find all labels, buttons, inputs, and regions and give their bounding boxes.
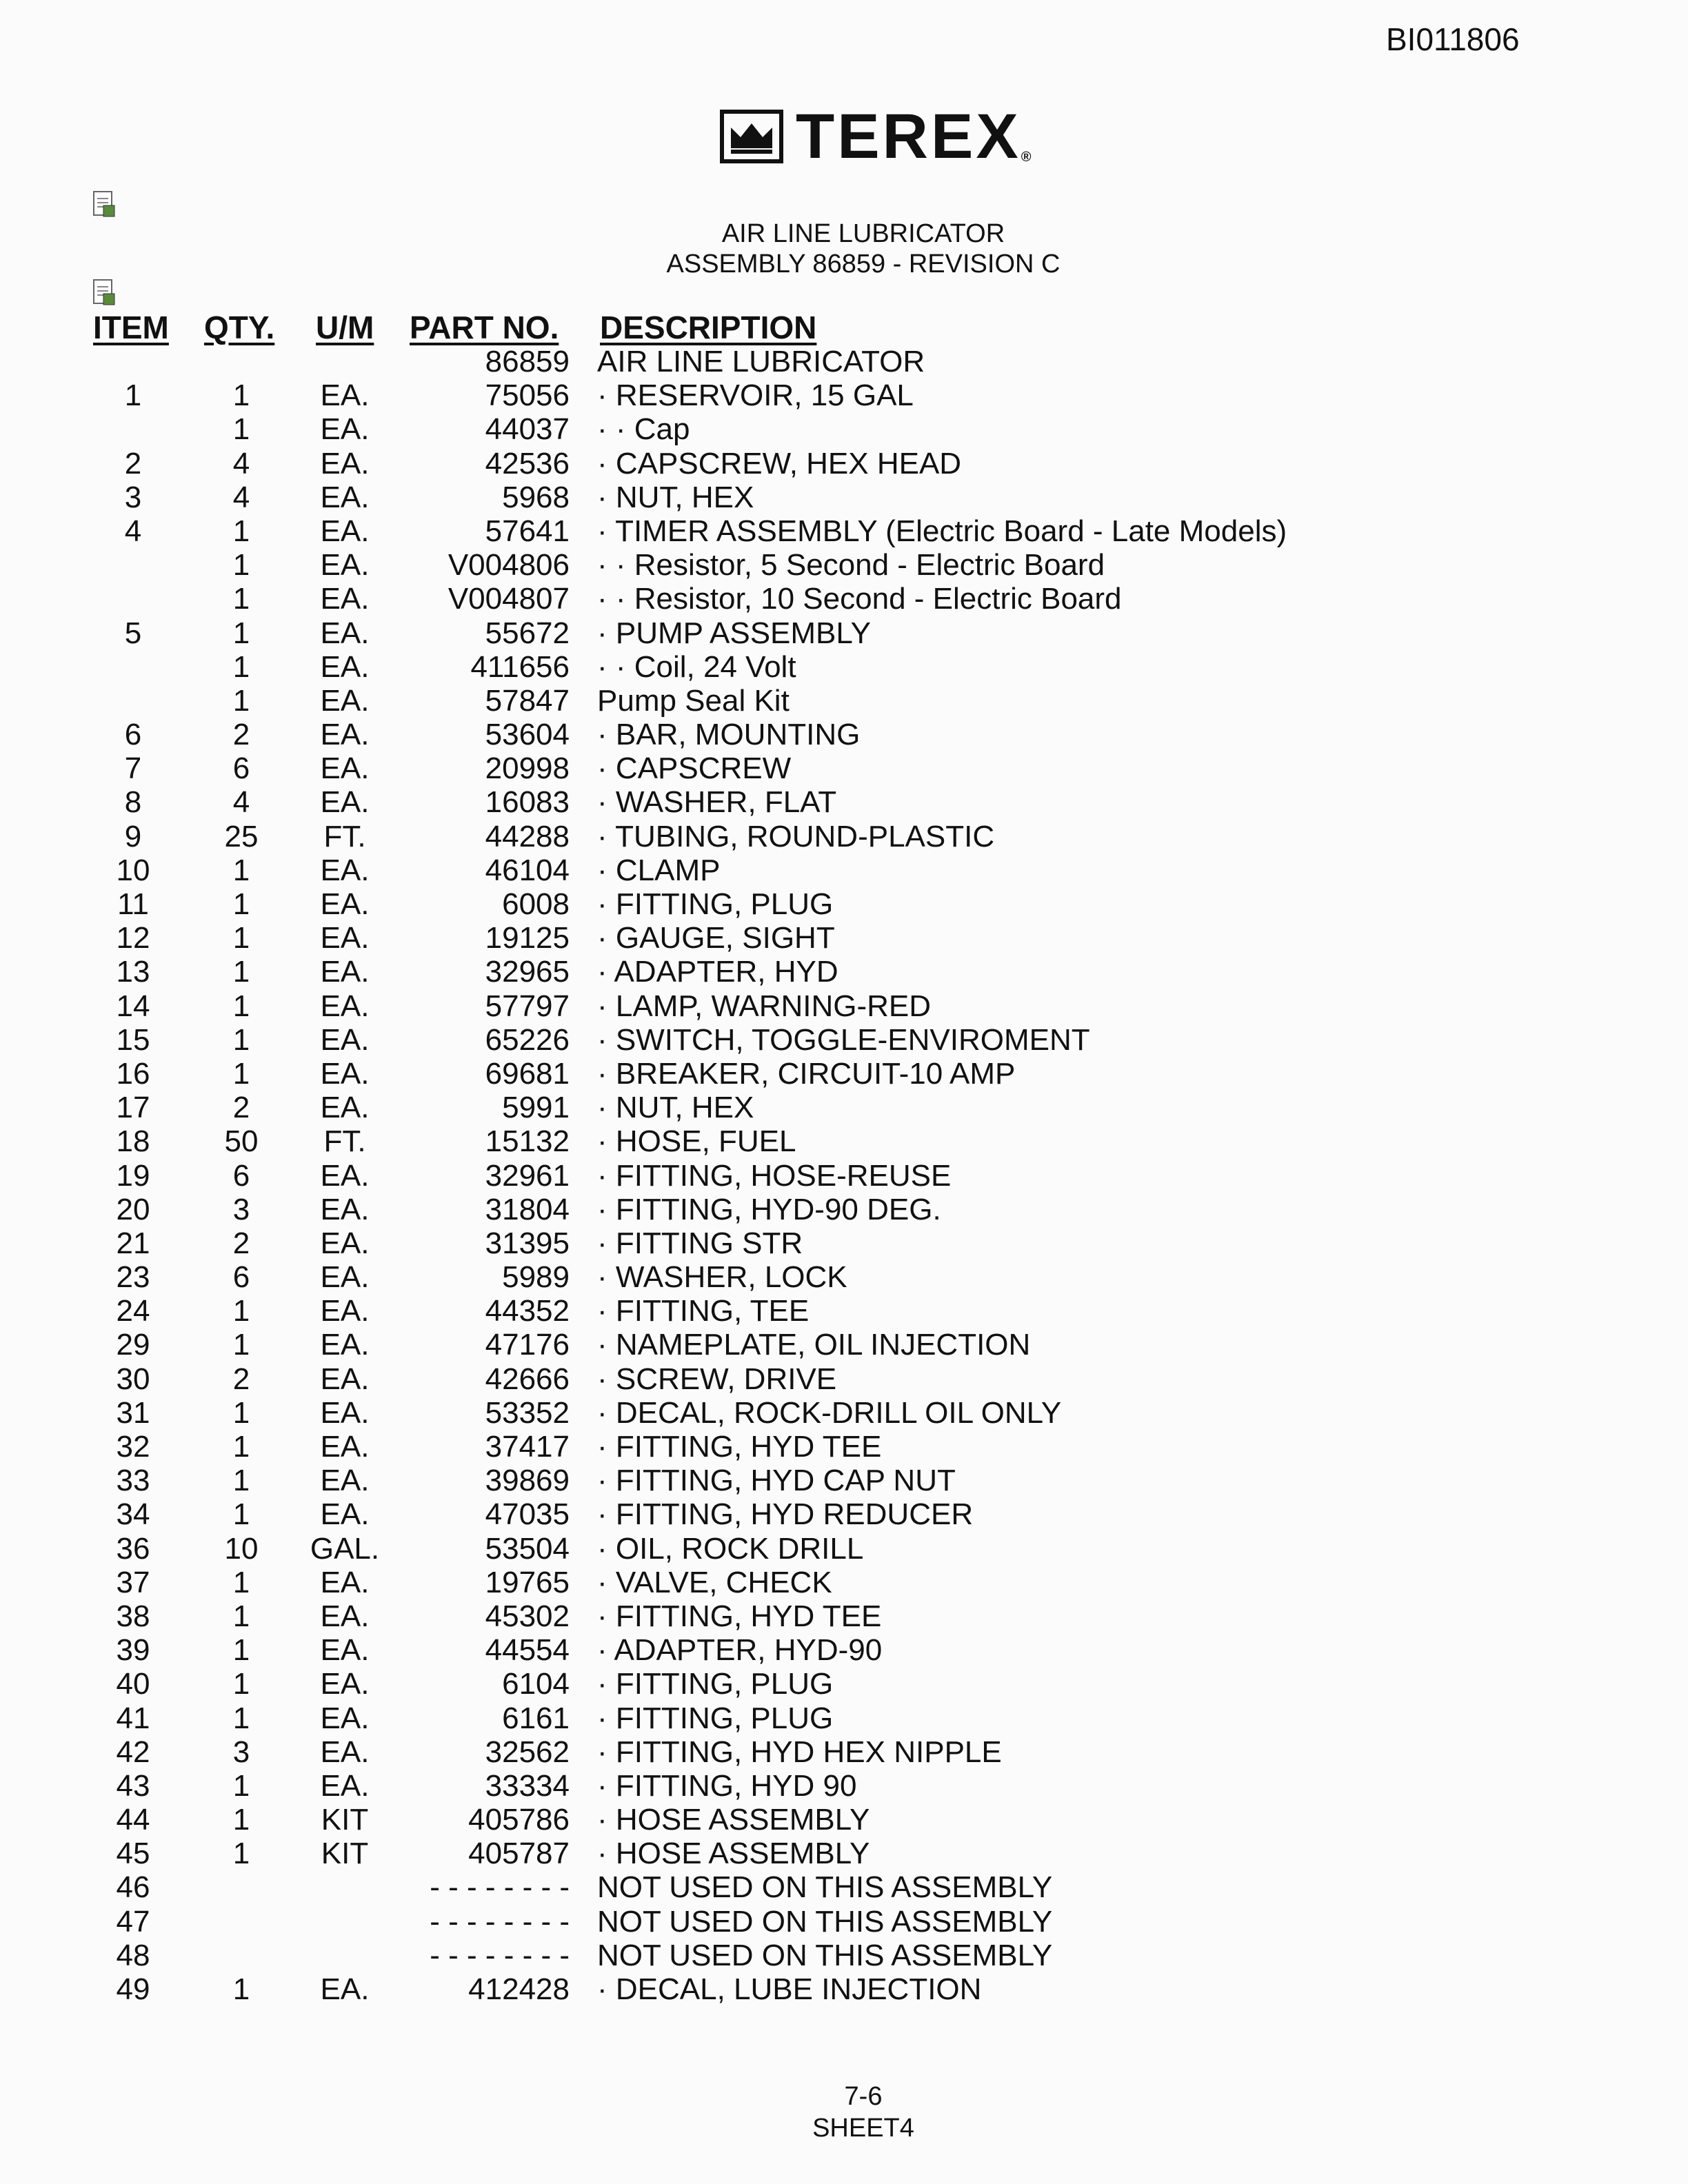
cell-um: FT. [323, 819, 366, 853]
cell-description: · DECAL, LUBE INJECTION [597, 1972, 982, 2006]
cell-qty: 1 [232, 1972, 250, 2006]
cell-item: 36 [116, 1531, 150, 1566]
cell-description: · LAMP, WARNING-RED [597, 989, 932, 1023]
cell-um: EA. [320, 1464, 370, 1498]
cell-description: · HOSE ASSEMBLY [597, 1803, 870, 1837]
cell-part-no: V004806 [448, 548, 570, 583]
cell-um: EA. [320, 1667, 370, 1701]
cell-description: · · Resistor, 10 Second - Electric Board [597, 582, 1122, 616]
cell-item: 15 [116, 1022, 150, 1057]
table-row [0, 1396, 1688, 1430]
cell-um: EA. [320, 1701, 370, 1735]
cell-um: EA. [320, 1226, 370, 1260]
table-row [0, 1667, 1688, 1701]
cell-part-no: 47176 [485, 1328, 570, 1362]
cell-um: EA. [320, 887, 370, 921]
cell-qty: 1 [232, 582, 250, 616]
cell-um: EA. [320, 1158, 370, 1193]
table-row [0, 1260, 1688, 1294]
table-row [0, 1566, 1688, 1599]
document-code: BI011806 [1386, 21, 1520, 57]
cell-qty: 1 [232, 1022, 250, 1057]
cell-um: EA. [320, 1294, 370, 1328]
cell-description: NOT USED ON THIS ASSEMBLY [597, 1938, 1053, 1972]
cell-um: EA. [320, 1565, 370, 1599]
cell-qty: 1 [232, 412, 250, 447]
cell-qty: 1 [232, 1768, 250, 1803]
cell-item: 41 [116, 1701, 150, 1735]
table-row [0, 1091, 1688, 1124]
table-row [0, 1430, 1688, 1464]
cell-qty: 50 [224, 1124, 259, 1159]
cell-part-no: 20998 [485, 751, 570, 786]
cell-description: · SWITCH, TOGGLE-ENVIROMENT [597, 1022, 1090, 1057]
cell-description: NOT USED ON THIS ASSEMBLY [597, 1870, 1053, 1905]
table-row [0, 378, 1688, 412]
parts-table [0, 345, 1688, 2006]
cell-um: EA. [320, 1395, 370, 1430]
cell-description: · ADAPTER, HYD-90 [597, 1633, 883, 1668]
cell-part-no: 31804 [485, 1192, 570, 1226]
cell-description: · CAPSCREW, HEX HEAD [597, 446, 962, 481]
table-row [0, 1735, 1688, 1769]
cell-part-no: 55672 [485, 616, 570, 650]
header-description: DESCRIPTION [600, 310, 817, 345]
cell-item: 29 [116, 1328, 150, 1362]
cell-um: EA. [320, 718, 370, 752]
cell-qty: 25 [224, 819, 259, 853]
cell-part-no: 31395 [485, 1226, 570, 1260]
cell-part-no: 6104 [502, 1667, 570, 1701]
cell-qty: 2 [232, 1362, 250, 1396]
cell-qty: 2 [232, 1091, 250, 1125]
assembly-revision: ASSEMBLY 86859 - REVISION C [666, 250, 1061, 279]
cell-part-no: 42666 [485, 1362, 570, 1396]
table-row [0, 1633, 1688, 1667]
cell-qty: 1 [232, 1430, 250, 1464]
table-row [0, 785, 1688, 819]
cell-item: 13 [116, 955, 150, 989]
cell-part-no: 33334 [485, 1768, 570, 1803]
cell-um: KIT [321, 1803, 369, 1837]
cell-description: · NUT, HEX [597, 1091, 754, 1125]
table-row [0, 1803, 1688, 1837]
cell-description: · HOSE ASSEMBLY [597, 1837, 870, 1871]
cell-description: · PUMP ASSEMBLY [597, 616, 871, 650]
table-row [0, 887, 1688, 921]
cell-item: 14 [116, 989, 150, 1023]
header-um: U/M [316, 310, 374, 345]
table-row [0, 1124, 1688, 1158]
cell-um: KIT [321, 1837, 369, 1871]
table-row [0, 1905, 1688, 1939]
cell-qty: 1 [232, 548, 250, 583]
cell-um: EA. [320, 514, 370, 548]
cell-part-no: 57797 [485, 989, 570, 1023]
cell-item: 45 [116, 1837, 150, 1871]
cell-um: EA. [320, 1768, 370, 1803]
header-part-no: PART NO. [410, 310, 559, 345]
cell-part-no: - - - - - - - - [430, 1904, 570, 1939]
table-row [0, 1328, 1688, 1362]
cell-um: EA. [320, 446, 370, 481]
cell-item: 21 [116, 1226, 150, 1260]
cell-part-no: 405787 [468, 1837, 570, 1871]
cell-um: EA. [320, 853, 370, 887]
cell-part-no: V004807 [448, 582, 570, 616]
cell-description: · GAUGE, SIGHT [597, 921, 835, 956]
cell-item: 38 [116, 1599, 150, 1633]
cell-item: 33 [116, 1464, 150, 1498]
cell-part-no: 53504 [485, 1531, 570, 1566]
cell-item: 19 [116, 1158, 150, 1193]
cell-part-no: 37417 [485, 1430, 570, 1464]
cell-item: 16 [116, 1056, 150, 1091]
cell-item: 7 [124, 751, 142, 786]
cell-um: FT. [323, 1124, 366, 1159]
cell-description: · OIL, ROCK DRILL [597, 1531, 864, 1566]
cell-part-no: 57641 [485, 514, 570, 548]
cell-qty: 1 [232, 616, 250, 650]
cell-um: EA. [320, 480, 370, 514]
cell-description: · HOSE, FUEL [597, 1124, 796, 1159]
table-row [0, 1226, 1688, 1260]
cell-um: EA. [320, 785, 370, 820]
cell-um: EA. [320, 1056, 370, 1091]
cell-description: · NAMEPLATE, OIL INJECTION [597, 1328, 1031, 1362]
cell-description: · FITTING, HYD-90 DEG. [597, 1192, 941, 1226]
cell-um: EA. [320, 1972, 370, 2006]
cell-description: · CLAMP [597, 853, 721, 887]
cell-part-no: 75056 [485, 378, 570, 413]
cell-item: 11 [117, 887, 149, 921]
cell-description: · TIMER ASSEMBLY (Electric Board - Late Models) [597, 514, 1287, 548]
cell-item: 43 [116, 1768, 150, 1803]
table-row [0, 718, 1688, 751]
cell-qty: 3 [232, 1735, 250, 1769]
table-row [0, 1362, 1688, 1396]
cell-qty: 1 [232, 955, 250, 989]
cell-item: 20 [116, 1192, 150, 1226]
cell-qty: 10 [224, 1531, 259, 1566]
cell-qty: 1 [232, 514, 250, 548]
table-row [0, 1972, 1688, 2006]
cell-qty: 6 [232, 751, 250, 786]
cell-description: · · Coil, 24 Volt [597, 649, 796, 684]
cell-part-no: 15132 [485, 1124, 570, 1159]
cell-qty: 4 [232, 785, 250, 820]
cell-qty: 4 [232, 480, 250, 514]
cell-qty: 1 [232, 1497, 250, 1532]
cell-um: EA. [320, 1091, 370, 1125]
cell-description: · WASHER, FLAT [597, 785, 837, 820]
table-row [0, 1497, 1688, 1531]
cell-part-no: 32961 [485, 1158, 570, 1193]
cell-um: EA. [320, 1735, 370, 1769]
cell-description: · · Resistor, 5 Second - Electric Board [597, 548, 1105, 583]
cell-um: GAL. [310, 1531, 380, 1566]
table-row [0, 1464, 1688, 1497]
cell-description: · VALVE, CHECK [597, 1565, 832, 1599]
logo-wordmark: TEREX [796, 101, 1021, 172]
table-row [0, 1837, 1688, 1870]
crown-emblem-icon [720, 110, 783, 163]
cell-part-no: 47035 [485, 1497, 570, 1532]
table-row [0, 1023, 1688, 1057]
cell-part-no: 16083 [485, 785, 570, 820]
sheet-label: SHEET4 [812, 2114, 914, 2143]
cell-description: · SCREW, DRIVE [597, 1362, 837, 1396]
table-row [0, 514, 1688, 548]
cell-part-no: 412428 [468, 1972, 570, 2006]
cell-item: 23 [116, 1260, 150, 1295]
cell-item: 1 [124, 378, 142, 413]
cell-qty: 1 [232, 1701, 250, 1735]
cell-part-no: - - - - - - - - [430, 1938, 570, 1972]
registered-mark: ® [1021, 150, 1032, 165]
cell-part-no: 69681 [485, 1056, 570, 1091]
cell-description: · DECAL, ROCK-DRILL OIL ONLY [597, 1395, 1062, 1430]
cell-qty: 6 [232, 1260, 250, 1295]
cell-part-no: - - - - - - - - [430, 1870, 570, 1905]
table-row [0, 989, 1688, 1023]
cell-description: · · Cap [597, 412, 690, 447]
cell-qty: 6 [232, 1158, 250, 1193]
table-row [0, 684, 1688, 718]
cell-part-no: 44352 [485, 1294, 570, 1328]
cell-um: EA. [320, 1362, 370, 1396]
cell-part-no: 32965 [485, 955, 570, 989]
cell-item: 40 [116, 1667, 150, 1701]
cell-qty: 1 [232, 853, 250, 887]
cell-description: · FITTING, PLUG [597, 1667, 834, 1701]
table-row [0, 751, 1688, 785]
cell-description: NOT USED ON THIS ASSEMBLY [597, 1904, 1053, 1939]
cell-um: EA. [320, 1328, 370, 1362]
cell-qty: 4 [232, 446, 250, 481]
table-row [0, 1057, 1688, 1091]
cell-qty: 1 [232, 1328, 250, 1362]
cell-qty: 1 [232, 1395, 250, 1430]
cell-part-no: 405786 [468, 1803, 570, 1837]
cell-um: EA. [320, 1430, 370, 1464]
cell-description: · FITTING STR [597, 1226, 803, 1260]
cell-item: 4 [124, 514, 142, 548]
cell-item: 9 [124, 819, 142, 853]
cell-item: 30 [116, 1362, 150, 1396]
cell-qty: 2 [232, 1226, 250, 1260]
cell-item: 49 [116, 1972, 150, 2006]
cell-um: EA. [320, 616, 370, 650]
cell-qty: 1 [232, 649, 250, 684]
cell-description: · RESERVOIR, 15 GAL [597, 378, 914, 413]
cell-description: · BREAKER, CIRCUIT-10 AMP [597, 1056, 1016, 1091]
embedded-file-icon[interactable] [92, 279, 116, 306]
cell-item: 17 [116, 1091, 150, 1125]
cell-description: · FITTING, HYD TEE [597, 1599, 882, 1633]
embedded-file-icon[interactable] [92, 190, 116, 218]
cell-part-no: 44554 [485, 1633, 570, 1668]
cell-part-no: 86859 [485, 345, 570, 378]
cell-description: · FITTING, HYD TEE [597, 1430, 882, 1464]
cell-um: EA. [320, 1022, 370, 1057]
cell-part-no: 42536 [485, 446, 570, 481]
cell-item: 34 [116, 1497, 150, 1532]
terex-logo [720, 101, 1032, 172]
table-row [0, 548, 1688, 582]
cell-um: EA. [320, 548, 370, 583]
cell-qty: 1 [232, 921, 250, 956]
table-row [0, 1701, 1688, 1735]
cell-item: 42 [116, 1735, 150, 1769]
cell-qty: 1 [232, 1803, 250, 1837]
cell-um: EA. [320, 751, 370, 786]
cell-item: 39 [116, 1633, 150, 1668]
cell-part-no: 53604 [485, 718, 570, 752]
table-row [0, 820, 1688, 853]
table-row [0, 1159, 1688, 1193]
table-row [0, 1532, 1688, 1566]
cell-item: 3 [124, 480, 142, 514]
cell-item: 48 [116, 1938, 150, 1972]
table-row [0, 481, 1688, 514]
table-row [0, 412, 1688, 446]
cell-description: · NUT, HEX [597, 480, 754, 514]
cell-description: AIR LINE LUBRICATOR [597, 345, 925, 378]
cell-um: EA. [320, 378, 370, 413]
table-row [0, 447, 1688, 481]
cell-qty: 1 [232, 1599, 250, 1633]
cell-qty: 1 [232, 378, 250, 413]
cell-description: · FITTING, HYD 90 [597, 1768, 857, 1803]
cell-um: EA. [320, 1260, 370, 1295]
cell-item: 46 [116, 1870, 150, 1905]
cell-item: 37 [116, 1565, 150, 1599]
cell-qty: 1 [232, 1565, 250, 1599]
cell-part-no: 53352 [485, 1395, 570, 1430]
cell-description: · TUBING, ROUND-PLASTIC [597, 819, 995, 853]
cell-um: EA. [320, 582, 370, 616]
table-row [0, 650, 1688, 684]
cell-description: · FITTING, HYD HEX NIPPLE [597, 1735, 1002, 1769]
cell-part-no: 44288 [485, 819, 570, 853]
cell-item: 10 [116, 853, 150, 887]
cell-qty: 1 [232, 1056, 250, 1091]
cell-um: EA. [320, 1192, 370, 1226]
cell-description: · BAR, MOUNTING [597, 718, 861, 752]
cell-um: EA. [320, 955, 370, 989]
header-item: ITEM [93, 310, 169, 345]
cell-um: EA. [320, 1633, 370, 1668]
cell-item: 47 [116, 1904, 150, 1939]
cell-qty: 1 [232, 1464, 250, 1498]
cell-item: 44 [116, 1803, 150, 1837]
cell-qty: 1 [232, 1837, 250, 1871]
table-row [0, 955, 1688, 989]
cell-part-no: 32562 [485, 1735, 570, 1769]
cell-description: · CAPSCREW [597, 751, 792, 786]
cell-part-no: 19765 [485, 1565, 570, 1599]
cell-part-no: 411656 [470, 649, 570, 684]
table-row [0, 345, 1688, 378]
cell-part-no: 44037 [485, 412, 570, 447]
cell-um: EA. [320, 683, 370, 718]
cell-part-no: 46104 [485, 853, 570, 887]
cell-item: 5 [124, 616, 142, 650]
header-qty: QTY. [204, 310, 275, 345]
cell-description: · FITTING, HYD CAP NUT [597, 1464, 956, 1498]
cell-qty: 3 [232, 1192, 250, 1226]
table-row [0, 1870, 1688, 1904]
cell-qty: 2 [232, 718, 250, 752]
table-row [0, 616, 1688, 650]
cell-description: · FITTING, PLUG [597, 887, 834, 921]
cell-description: · FITTING, HYD REDUCER [597, 1497, 974, 1532]
cell-um: EA. [320, 412, 370, 447]
cell-qty: 1 [232, 1633, 250, 1668]
cell-part-no: 6008 [502, 887, 570, 921]
cell-part-no: 5968 [502, 480, 570, 514]
cell-um: EA. [320, 1497, 370, 1532]
cell-qty: 1 [232, 989, 250, 1023]
cell-item: 31 [116, 1395, 150, 1430]
cell-item: 6 [124, 718, 142, 752]
cell-part-no: 65226 [485, 1022, 570, 1057]
table-row [0, 582, 1688, 616]
cell-part-no: 5991 [502, 1091, 570, 1125]
cell-qty: 1 [232, 1294, 250, 1328]
cell-item: 32 [116, 1430, 150, 1464]
cell-part-no: 57847 [485, 683, 570, 718]
document-title: AIR LINE LUBRICATOR [721, 219, 1005, 248]
table-row [0, 1193, 1688, 1226]
table-row [0, 1939, 1688, 1972]
cell-part-no: 39869 [485, 1464, 570, 1498]
cell-description: · FITTING, HOSE-REUSE [597, 1158, 952, 1193]
cell-part-no: 45302 [485, 1599, 570, 1633]
table-row [0, 921, 1688, 955]
cell-um: EA. [320, 921, 370, 956]
cell-item: 24 [116, 1294, 150, 1328]
cell-qty: 1 [232, 1667, 250, 1701]
cell-item: 2 [124, 446, 142, 481]
cell-part-no: 19125 [485, 921, 570, 956]
cell-um: EA. [320, 1599, 370, 1633]
cell-item: 8 [124, 785, 142, 820]
cell-qty: 1 [232, 683, 250, 718]
table-row [0, 853, 1688, 887]
cell-item: 18 [116, 1124, 150, 1159]
cell-part-no: 6161 [502, 1701, 570, 1735]
table-row [0, 1294, 1688, 1328]
cell-qty: 1 [232, 887, 250, 921]
table-row [0, 1599, 1688, 1633]
cell-item: 12 [116, 921, 150, 956]
cell-description: Pump Seal Kit [597, 683, 790, 718]
cell-um: EA. [320, 989, 370, 1023]
page-number: 7-6 [844, 2082, 883, 2111]
cell-um: EA. [320, 649, 370, 684]
cell-description: · ADAPTER, HYD [597, 955, 838, 989]
cell-description: · FITTING, TEE [597, 1294, 810, 1328]
cell-part-no: 5989 [502, 1260, 570, 1295]
cell-description: · FITTING, PLUG [597, 1701, 834, 1735]
table-row [0, 1769, 1688, 1803]
cell-description: · WASHER, LOCK [597, 1260, 847, 1295]
